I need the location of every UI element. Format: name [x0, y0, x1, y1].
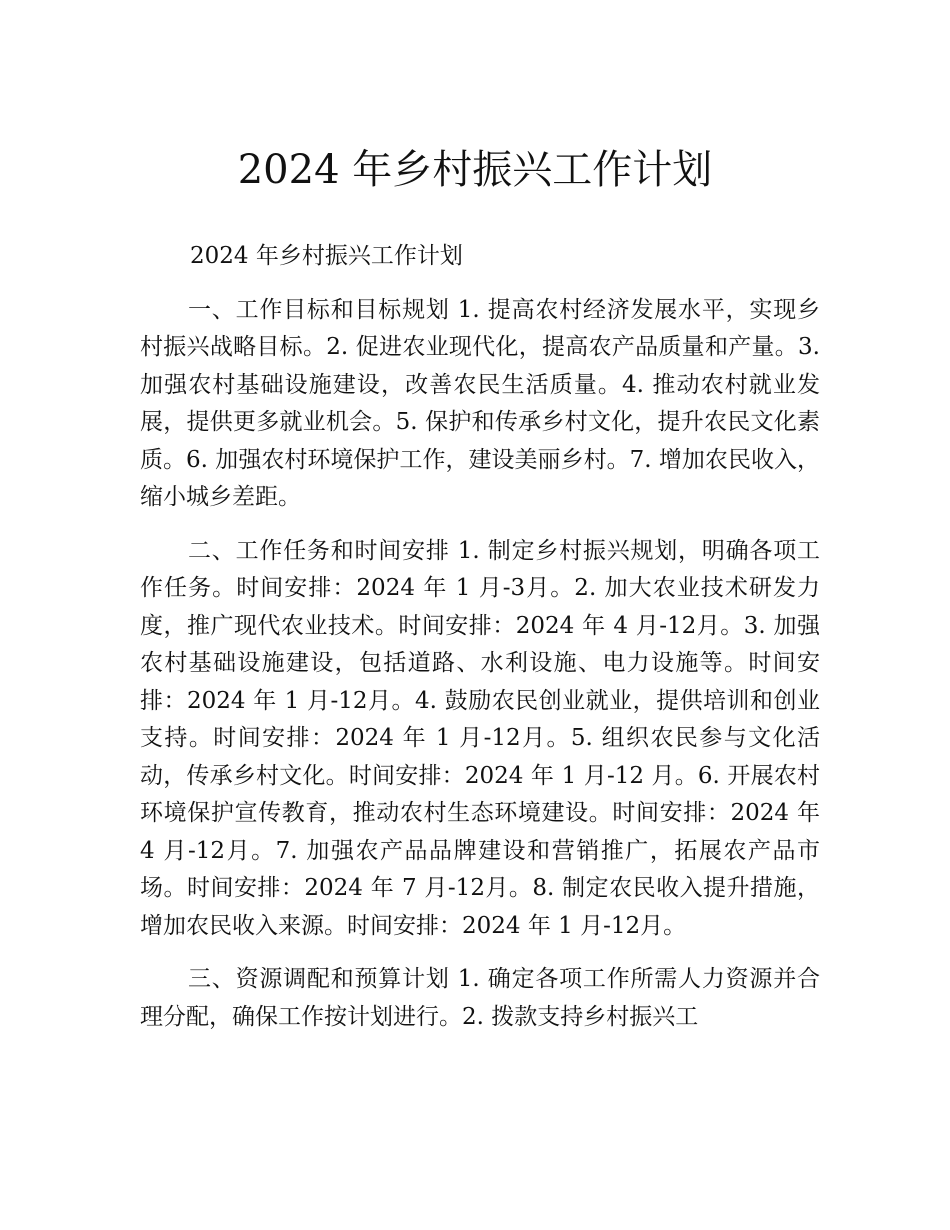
subtitle-paragraph: 2024 年乡村振兴工作计划 [190, 243, 463, 269]
document-title: 2024 年乡村振兴工作计划 [237, 147, 713, 193]
document-body [140, 238, 820, 1036]
section-resources-paragraph: 三、资源调配和预算计划 1. 确定各项工作所需人力资源并合理分配，确保工作按计划进行。2. 拨款支持乡村振兴工 [140, 966, 820, 1030]
section-goals-paragraph: 一、工作目标和目标规划 1. 提高农村经济发展水平，实现乡村振兴战略目标。2. 促进农业现代化，提高农产品质量和产量。3. 加强农村基础设施建设，改善农民生活质量。4. 推动农村就业发展，提供更多就业机会。5. 保护和传承乡村文化，提升农民文化素质。6. 加强农村环境保护工作，建设美丽乡村。7. 增加农民收入，缩小城乡差距。 [140, 296, 820, 510]
section-tasks-paragraph: 二、工作任务和时间安排 1. 制定乡村振兴规划，明确各项工作任务。时间安排：2024 年 1 月-3月。2. 加大农业技术研发力度，推广现代农业技术。时间安排：2024 年 4 月-12月。3. 加强农村基础设施建设，包括道路、水利设施、电力设施等。时间安排：2024 年 1 月-12月。4. 鼓励农民创业就业，提供培训和创业支持。时间安排：2024 年 1 月-12月。5. 组织农民参与文化活动，传承乡村文化。时间安排：2024 年 1 月-12 月。6. 开展农村环境保护宣传教育，推动农村生态环境建设。时间安排：2024 年 4 月-12月。7. 加强农产品品牌建设和营销推广，拓展农产品市场。时间安排：2024 年 7 月-12月。8. 制定农民收入提升措施，增加农民收入来源。时间安排：2024 年 1 月-12月。 [140, 537, 820, 939]
